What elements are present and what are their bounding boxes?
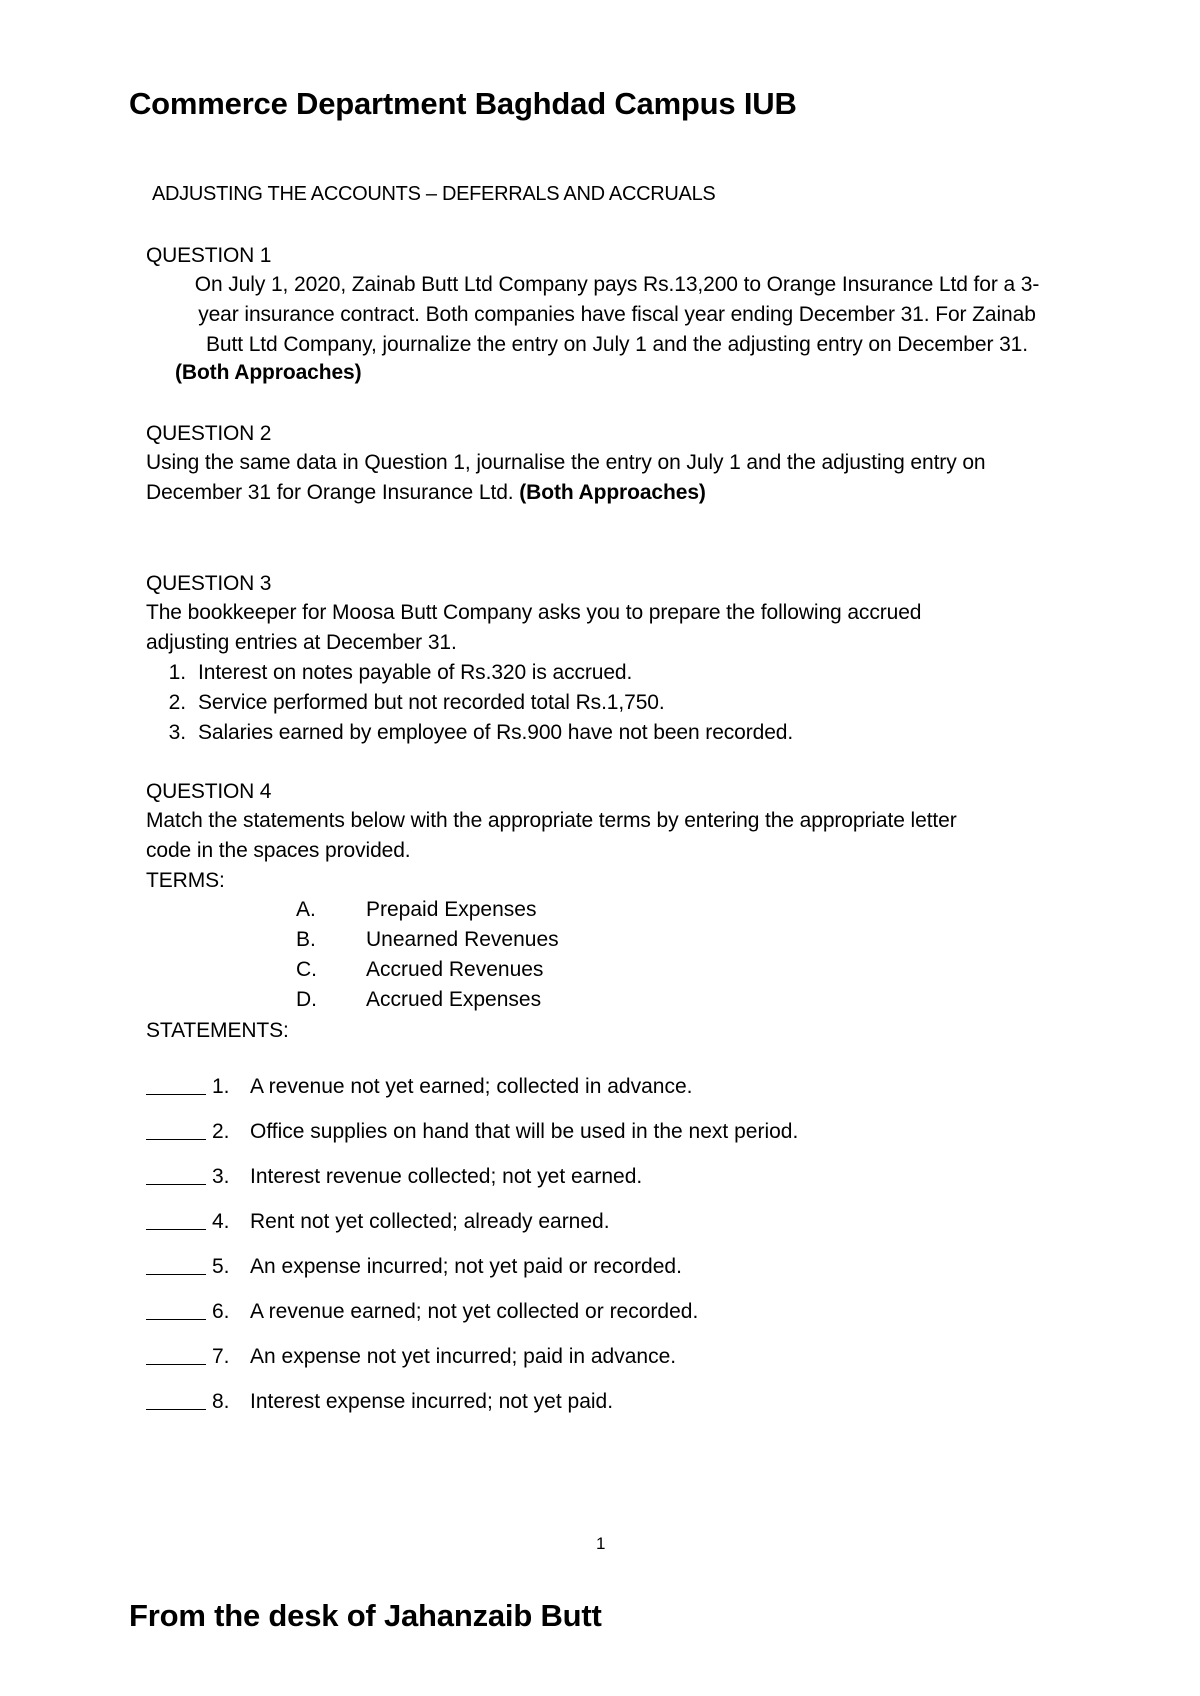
statement-number: 4. xyxy=(212,1210,230,1233)
term-item xyxy=(296,925,559,955)
statement-text: A revenue not yet earned; collected in advance. xyxy=(250,1075,693,1098)
answer-blank[interactable] xyxy=(146,1117,206,1140)
term-letter: B. xyxy=(296,928,316,951)
answer-blank[interactable] xyxy=(146,1072,206,1095)
answer-blank[interactable] xyxy=(146,1252,206,1275)
answer-blank[interactable] xyxy=(146,1342,206,1365)
term-text: Unearned Revenues xyxy=(366,928,559,951)
list-item-number: 1. xyxy=(168,661,186,684)
question-1-heading: QUESTION 1 xyxy=(146,244,272,267)
statement-text: An expense not yet incurred; paid in advance. xyxy=(250,1345,677,1368)
question-1-line: Butt Ltd Company, journalize the entry on July 1 and the adjusting entry on December 31. xyxy=(206,333,1028,356)
statement-number: 1. xyxy=(212,1075,230,1098)
question-4-body xyxy=(146,806,1076,896)
statement-number: 2. xyxy=(212,1120,230,1143)
question-3-list xyxy=(146,658,1076,748)
question-2-body xyxy=(146,448,1076,508)
list-item-number: 3. xyxy=(168,721,186,744)
question-2-heading: QUESTION 2 xyxy=(146,422,272,445)
statement-text: Interest revenue collected; not yet earned. xyxy=(250,1165,643,1188)
question-2-line xyxy=(146,478,1076,508)
term-letter: A. xyxy=(296,898,316,921)
statement-text: Office supplies on hand that will be used in the next period. xyxy=(250,1120,799,1143)
statement-number: 7. xyxy=(212,1345,230,1368)
page-number: 1 xyxy=(596,1534,606,1553)
page-title: Commerce Department Baghdad Campus IUB xyxy=(129,86,797,121)
statement-text: A revenue earned; not yet collected or recorded. xyxy=(250,1300,699,1323)
statement-number: 5. xyxy=(212,1255,230,1278)
term-letter: C. xyxy=(296,958,317,981)
list-item-text: Interest on notes payable of Rs.320 is accrued. xyxy=(198,661,633,684)
question-4-heading: QUESTION 4 xyxy=(146,780,272,803)
list-item-text: Salaries earned by employee of Rs.900 have not been recorded. xyxy=(198,721,794,744)
statement-text: Rent not yet collected; already earned. xyxy=(250,1210,610,1233)
statement-item xyxy=(146,1162,798,1207)
statement-item xyxy=(146,1072,798,1117)
statements-label: STATEMENTS: xyxy=(146,1019,289,1042)
question-3-heading: QUESTION 3 xyxy=(146,572,272,595)
statement-number: 6. xyxy=(212,1300,230,1323)
question-1-line: year insurance contract. Both companies have fiscal year ending December 31. For Zainab xyxy=(198,303,1036,326)
question-1-line: On July 1, 2020, Zainab Butt Ltd Company pays Rs.13,200 to Orange Insurance Ltd for a 3- xyxy=(194,273,1040,296)
term-text: Accrued Revenues xyxy=(366,958,544,981)
term-letter: D. xyxy=(296,988,317,1011)
list-item xyxy=(146,718,1076,748)
question-1-note: (Both Approaches) xyxy=(175,361,362,384)
statement-text: Interest expense incurred; not yet paid. xyxy=(250,1390,614,1413)
question-2-line-text: December 31 for Orange Insurance Ltd. xyxy=(146,481,514,504)
list-item-number: 2. xyxy=(168,691,186,714)
term-item xyxy=(296,955,559,985)
statement-item xyxy=(146,1387,798,1432)
term-item xyxy=(296,895,559,925)
answer-blank[interactable] xyxy=(146,1207,206,1230)
question-3-line: The bookkeeper for Moosa Butt Company asks you to prepare the following accrued xyxy=(146,601,922,624)
statements-list xyxy=(146,1072,798,1432)
terms-label: TERMS: xyxy=(146,869,225,892)
statement-item xyxy=(146,1342,798,1387)
document-subtitle: ADJUSTING THE ACCOUNTS – DEFERRALS AND ACCRUALS xyxy=(152,183,716,205)
term-text: Accrued Expenses xyxy=(366,988,542,1011)
statement-item xyxy=(146,1207,798,1252)
statement-text: An expense incurred; not yet paid or recorded. xyxy=(250,1255,682,1278)
term-item xyxy=(296,985,559,1015)
statement-item xyxy=(146,1117,798,1162)
question-1-body xyxy=(152,270,1082,360)
statement-item xyxy=(146,1297,798,1342)
statement-item xyxy=(146,1252,798,1297)
question-4-line: Match the statements below with the appropriate terms by entering the appropriate letter xyxy=(146,809,957,832)
answer-blank[interactable] xyxy=(146,1297,206,1320)
terms-list xyxy=(296,895,559,1015)
page-footer: From the desk of Jahanzaib Butt xyxy=(129,1598,602,1633)
list-item xyxy=(146,658,1076,688)
list-item xyxy=(146,688,1076,718)
term-text: Prepaid Expenses xyxy=(366,898,537,921)
question-3-body xyxy=(146,598,1076,748)
question-4-line: code in the spaces provided. xyxy=(146,839,411,862)
statement-number: 3. xyxy=(212,1165,230,1188)
answer-blank[interactable] xyxy=(146,1162,206,1185)
statement-number: 8. xyxy=(212,1390,230,1413)
question-2-note: (Both Approaches) xyxy=(519,481,706,504)
answer-blank[interactable] xyxy=(146,1387,206,1410)
question-2-line: Using the same data in Question 1, journalise the entry on July 1 and the adjusting entry on xyxy=(146,451,986,474)
question-3-line: adjusting entries at December 31. xyxy=(146,631,457,654)
list-item-text: Service performed but not recorded total Rs.1,750. xyxy=(198,691,665,714)
